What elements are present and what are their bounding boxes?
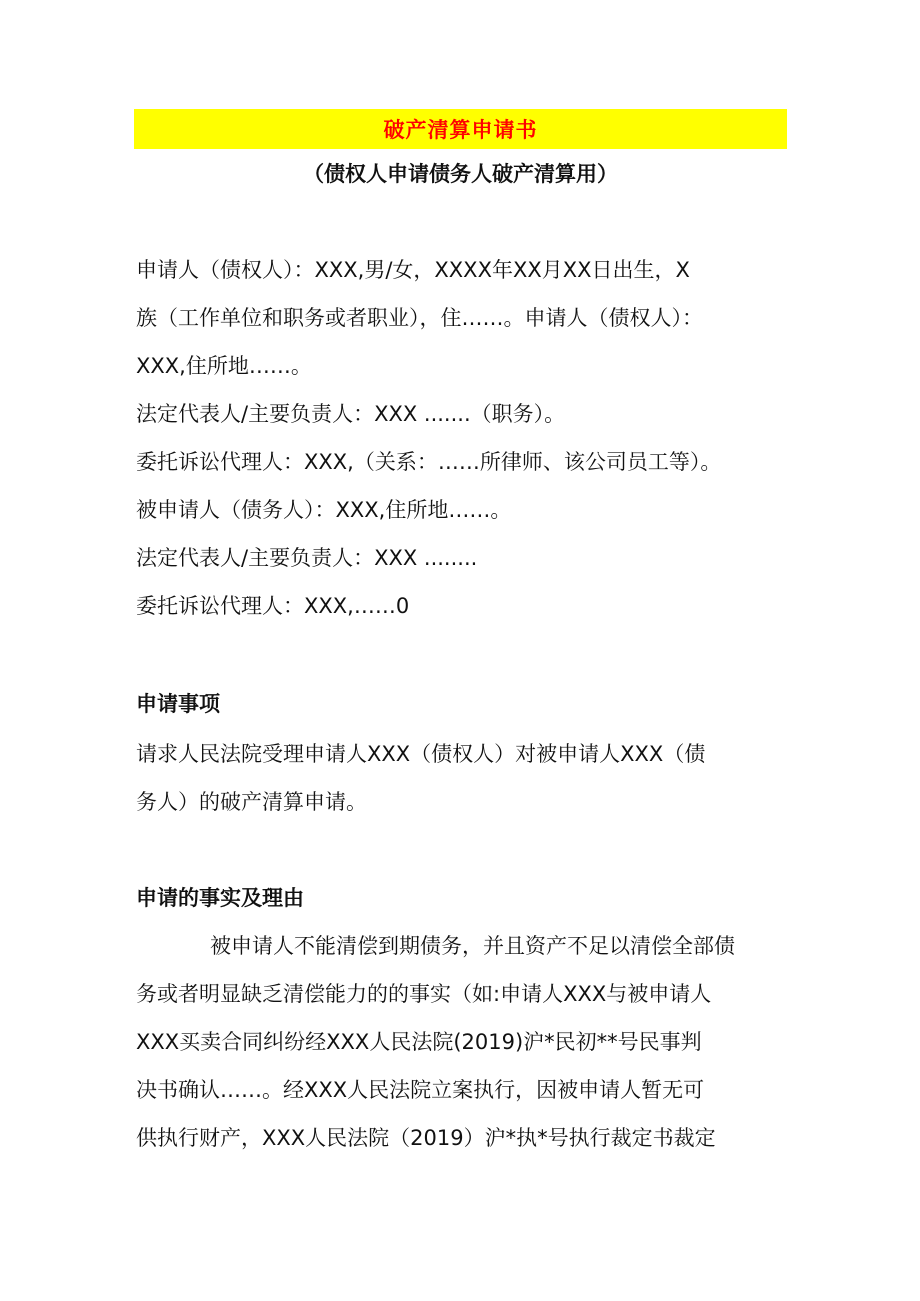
- party-line: 申请人（债权人）：XXX,男/女，XXXX年XX月XX日出生，X: [136, 258, 690, 282]
- party-line: XXX,住所地……。: [136, 354, 312, 378]
- party-line: 族（工作单位和职务或者职业），住……。申请人（债权人）：: [136, 306, 703, 330]
- facts-block: [136, 922, 788, 1162]
- facts-line: 务或者明显缺乏清偿能力的的事实（如:申请人XXX与被申请人: [136, 982, 712, 1006]
- facts-line: 供执行财产，XXX人民法院（2019）沪*执*号执行裁定书裁定: [136, 1126, 716, 1150]
- party-line: 法定代表人/主要负责人：XXX .......（职务）。: [136, 402, 566, 426]
- party-line: 被申请人（债务人）：XXX,住所地……。: [136, 498, 512, 522]
- party-line: 法定代表人/主要负责人：XXX ........: [136, 546, 478, 570]
- party-line: 委托诉讼代理人：XXX,……0: [136, 594, 410, 618]
- section-heading-request: 申请事项: [136, 692, 220, 716]
- request-line: 请求人民法院受理申请人XXX（债权人）对被申请人XXX（债: [136, 742, 706, 766]
- title-highlight: [134, 109, 787, 149]
- document-title: 破产清算申请书: [383, 118, 538, 142]
- facts-line: 被申请人不能清偿到期债务，并且资产不足以清偿全部债: [210, 934, 735, 958]
- party-line: 委托诉讼代理人：XXX,（关系：……所律师、该公司员工等）。: [136, 450, 722, 474]
- section-heading-facts: 申请的事实及理由: [136, 886, 304, 910]
- parties-block: [136, 246, 788, 630]
- document-subtitle: （债权人申请债务人破产清算用）: [303, 162, 618, 186]
- request-block: [136, 730, 788, 826]
- facts-line: 决书确认……。经XXX人民法院立案执行，因被申请人暂无可: [136, 1078, 705, 1102]
- facts-line: XXX买卖合同纠纷经XXX人民法院(2019)沪*民初**号民事判: [136, 1030, 702, 1054]
- request-line: 务人）的破产清算申请。: [136, 790, 367, 814]
